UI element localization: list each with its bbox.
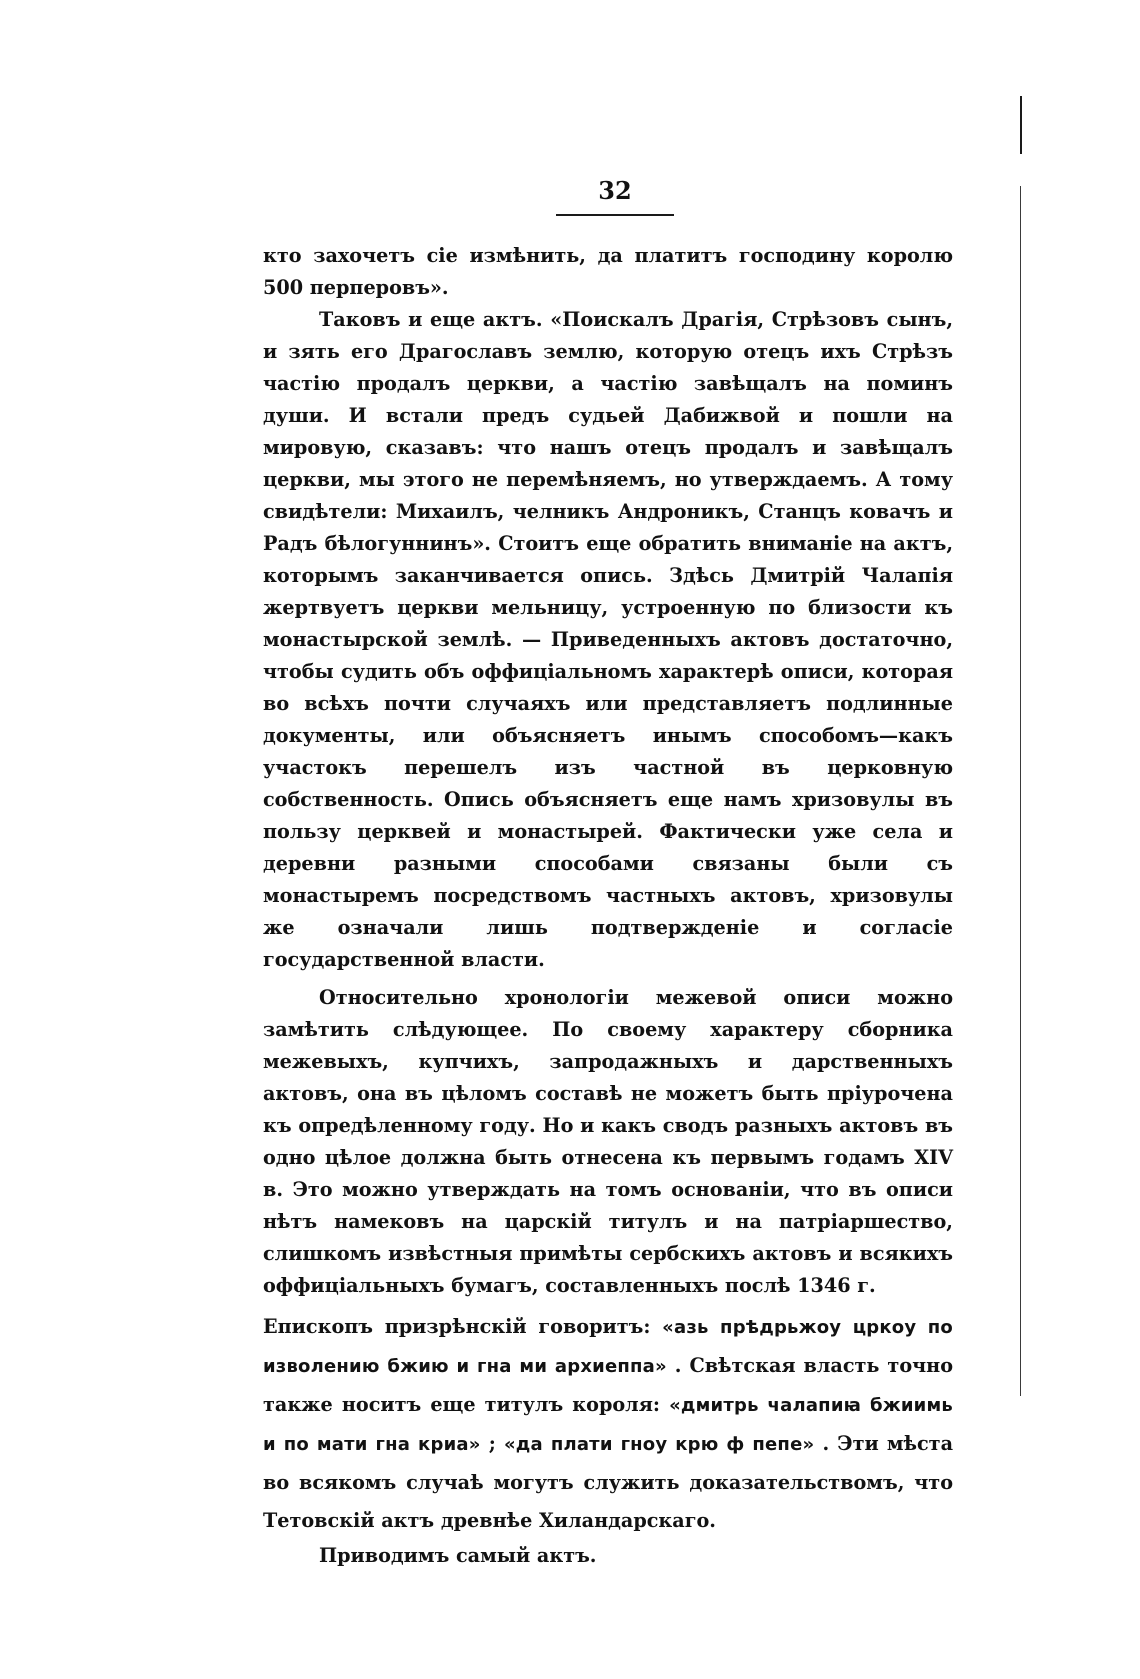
paragraph-4-text-d: . Эти мѣста во всякомъ случаѣ могутъ служить доказательствомъ, что Тетовскій актъ древнѣе Хиландарскаго.: [263, 1432, 953, 1532]
paragraph-4-text-c: ;: [488, 1432, 504, 1455]
paragraph-4: [263, 1308, 953, 1540]
paragraph-4-text-b: . Свѣтская власть точно также носитъ еще титулъ короля:: [263, 1354, 953, 1416]
old-slavonic-quote-2: «дмитрь чалапиꙗ бжиимь и по мати гна криа»: [263, 1395, 953, 1455]
paragraph-1: кто захочетъ сіе измѣнить, да платитъ господину королю 500 перперовъ».: [263, 244, 953, 299]
paragraph-5: Приводимъ самый актъ.: [319, 1544, 597, 1567]
page-number: 32: [598, 176, 632, 205]
page-body: [263, 240, 953, 1572]
paragraph-2: Таковъ и еще актъ. «Поискалъ Драгія, Стрѣзовъ сынъ, и зять его Драгославъ землю, которую отецъ ихъ Стрѣзъ частію продалъ церкви, а частію завѣщалъ на поминъ души. И встали предъ судьей Дабижвой и пошли на мировую, сказавъ: что нашъ отецъ продалъ и завѣщалъ церкви, мы этого не перемѣняемъ, но утверждаемъ. А тому свидѣтели: Михаилъ, челникъ Андроникъ, Станцъ ковачъ и Радъ бѣлогуннинъ». Стоитъ еще обратить вниманіе на актъ, которымъ заканчивается опись. Здѣсь Дмитрій Чалапія жертвуетъ церкви мельницу, устроенную по близости къ монастырской землѣ. — Приведенныхъ актовъ достаточно, чтобы судить объ оффиціальномъ характерѣ описи, которая во всѣхъ почти случаяхъ или представляетъ подлинные документы, или объясняетъ инымъ способомъ—какъ участокъ перешелъ изъ частной въ церковную собственность. Опись объясняетъ еще намъ хризовулы въ пользу церквей и монастырей. Фактически уже села и деревни разными способами связаны были съ монастыремъ посредствомъ частныхъ актовъ, хризовулы же означали лишь подтвержденіе и согласіе государственной власти.: [263, 308, 953, 971]
scan-edge-mark-bottom: [1020, 186, 1021, 1396]
paragraph-4-text-a: Епископъ призрѣнскій говоритъ:: [263, 1315, 663, 1338]
old-slavonic-quote-1: «азь прѣдрьжоу цркоу по изволению бжию и гна ми архиеппа»: [263, 1317, 954, 1377]
page-number-rule: [556, 214, 674, 216]
paragraph-3: Относительно хронологіи межевой описи можно замѣтить слѣдующее. По своему характеру сборника межевыхъ, купчихъ, запродажныхъ и дарственныхъ актовъ, она въ цѣломъ составѣ не можетъ быть пріурочена къ опредѣленному году. Но и какъ сводъ разныхъ актовъ въ одно цѣлое должна быть отнесена къ первымъ годамъ XIV в. Это можно утверждать на томъ основаніи, что въ описи нѣтъ намековъ на царскій титулъ и на патріаршество, слишкомъ извѣстныя примѣты сербскихъ актовъ и всякихъ оффиціальныхъ бумагъ, составленныхъ послѣ 1346 г.: [263, 986, 953, 1297]
old-slavonic-quote-3: «да плати гноу крю ф пепе»: [503, 1434, 815, 1455]
scan-edge-mark-top: [1020, 96, 1022, 154]
